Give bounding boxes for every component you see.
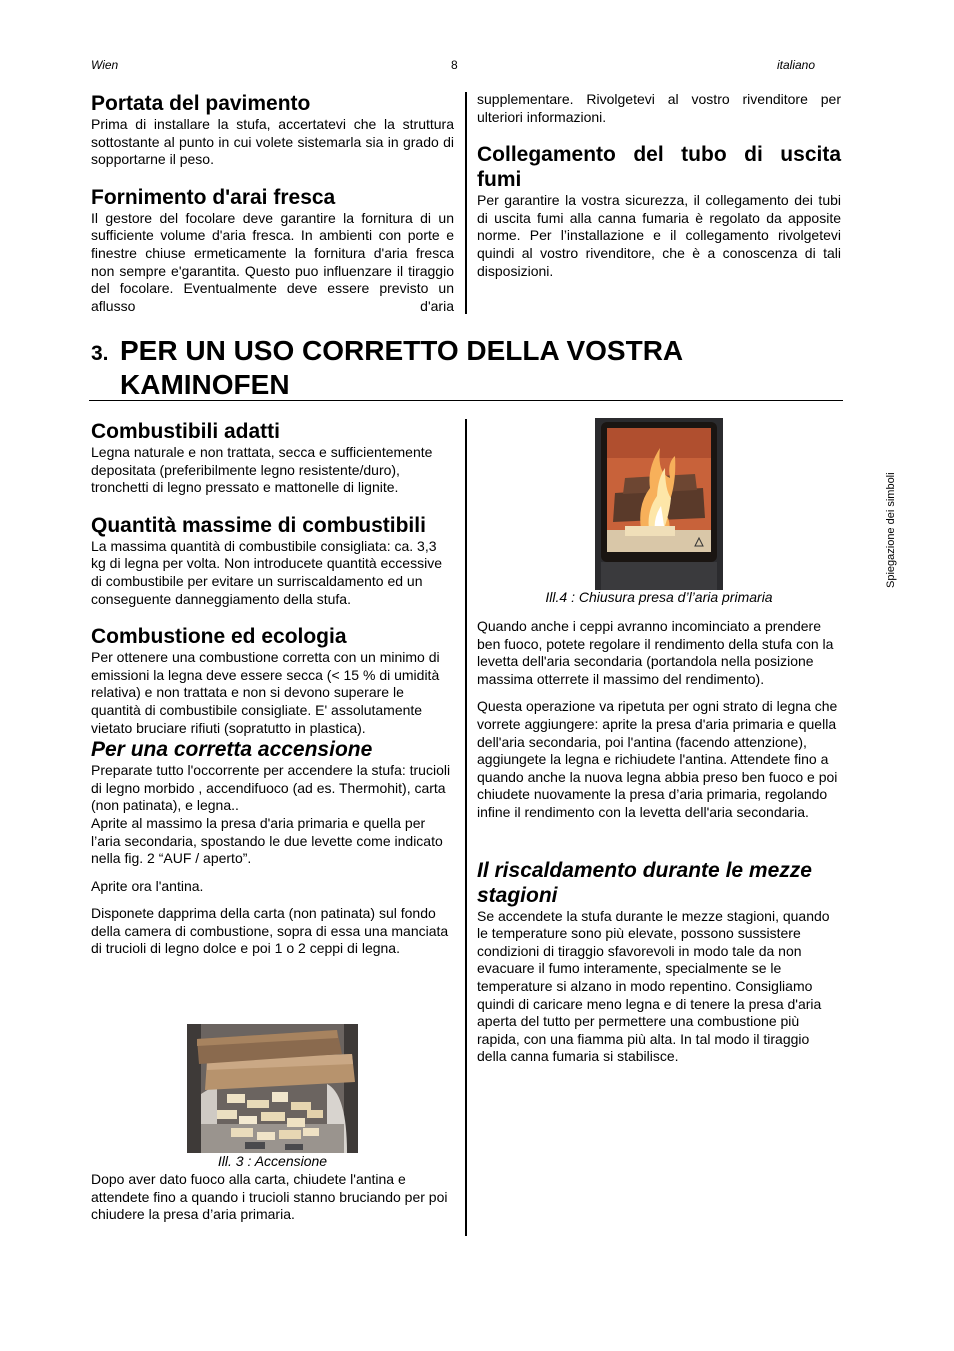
accensione-text-1: Preparate tutto l'occorrente per accendere la stufa: trucioli di legno morbido , accendifuoco (ad es. Thermohit), carta (non patinata), e legna..	[91, 762, 451, 814]
header-right: italiano	[777, 58, 816, 72]
top-left-column	[91, 91, 454, 315]
column-divider-bottom	[465, 419, 467, 1236]
column-divider-top	[465, 92, 467, 314]
right-text-2: Questa operazione va ripetuta per ogni strato di legna che vorrete aggiungere: aprite la presa d'aria primaria e quella dell'aria secondaria, poi l'antina (facendo attenzione), aggiungete la legna e richiudete l'antina. Attendete fino a quando anche la nuova legna abbia preso ben fuoco e poi chiudete nuovamente la presa d’aria primaria, regolando infine il rendimento con la levetta dell'aria secondaria.	[477, 698, 838, 820]
left-column	[91, 419, 455, 958]
left-column-end	[91, 1171, 455, 1224]
continuation-text: supplementare. Rivolgetevi al vostro rivenditore per ulteriori informazioni.	[477, 91, 841, 125]
right-text-1: Quando anche i ceppi avranno incominciato a prendere ben fuoco, potete regolare il rendimento della stufa con la levetta dell'aria secondaria (portandola nella posizione massima otterrete il massimo del rendimento).	[477, 618, 834, 687]
header-left: Wien	[91, 58, 119, 72]
section-text-portata: Prima di installare la stufa, accertatevi che la struttura sottostante al punto in cui volete sistemarla sia in grado di sopportarne il peso.	[91, 116, 454, 168]
section-title-collegamento: Collegamento del tubo di uscita fumi	[477, 143, 841, 192]
top-right-column	[477, 91, 841, 280]
figure-3-image	[187, 1024, 358, 1153]
accensione-text-2: Aprite al massimo la presa d'aria primaria e quella per l’aria secondaria, spostando le due levette come indicato nella fig. 2 “AUF / aperto”.	[91, 814, 443, 867]
section-text-quantita: La massima quantità di combustibile consigliata: ca. 3,3 kg di legna per volta. Non introducete quantità eccessive di combustibile per evitare un surriscaldamento ed un conseguente danneggiamento della stufa.	[91, 537, 442, 607]
section-text-combustione: Per ottenere una combustione corretta con un minimo di emissioni la legna deve essere secca (< 15 % di umidità relativa) e non trattata e non si devono superare le quantità di combustibile consigliate. E' assolutamente vietato bruciare rifiuti (sopratutto in plastica).	[91, 649, 440, 736]
fire-illustration	[595, 418, 723, 590]
accensione-text-5: Dopo aver dato fuoco alla carta, chiudete l'antina e attendete fino a quando i trucioli stanno bruciando per poi chiudere la presa d’aria primaria.	[91, 1171, 448, 1223]
accensione-text-3: Aprite ora l'antina.	[91, 877, 204, 894]
section-text-collegamento: Per garantire la vostra sicurezza, il collegamento dei tubi di uscita fumi alla canna fumaria è regolato da apposite norme. Per l’installazione e il collegamento rivolgetevi quindi al vostro rivenditore, che è a conoscenza di tali disposizioni.	[477, 192, 841, 279]
section-title-combustione: Combustione ed ecologia	[91, 625, 347, 649]
figure-3-caption: Ill. 3 : Accensione	[217, 1153, 328, 1169]
figure-4-image	[595, 418, 723, 590]
section-text-fornimento: Il gestore del focolare deve garantire la fornitura di un sufficiente volume d'aria fresca. In ambienti con porte e finestre chiuse ermeticamente la fornitura d'aria fresca non sempre e'garantita. Questo puo influenzare il tiraggio del focolare. Eventualmente deve essere previsto un aflusso d'aria	[91, 209, 454, 314]
chapter-rule	[89, 400, 843, 401]
page-number: 8	[451, 58, 458, 72]
section-title-portata: Portata del pavimento	[91, 92, 311, 115]
chapter-title-line1: PER UN USO CORRETTO DELLA VOSTRA	[120, 335, 684, 366]
section-text-combustibili: Legna naturale e non trattata, secca e sufficientemente depositata (preferibilmente legno resistente/duro), tronchetti di legno pressato e mattonelle di lignite.	[91, 444, 433, 496]
wood-stack-illustration	[187, 1024, 358, 1153]
accensione-text-4: Disponete dapprima della carta (non patinata) sul fondo della camera di combustione, sopra di essa una manciata di trucioli di legno dolce e poi 1 o 2 ceppi di legna.	[91, 905, 449, 957]
side-label: Spiegazione dei simboli	[885, 472, 897, 588]
section-title-quantita: Quantità massime di combustibili	[91, 513, 426, 537]
section-title-fornimento: Fornimento d'arai fresca	[91, 185, 336, 209]
figure-4-caption: Ill.4 : Chiusura presa d’l’aria primaria	[545, 589, 773, 605]
section-title-combustibili: Combustibili adatti	[91, 420, 280, 443]
section-title-riscaldamento: Il riscaldamento durante le mezze stagioni	[477, 858, 812, 907]
chapter-number: 3.	[91, 342, 109, 365]
section-title-accensione: Per una corretta accensione	[91, 738, 373, 762]
chapter-title-line2: KAMINOFEN	[120, 369, 290, 400]
chapter-title	[120, 334, 820, 402]
right-column	[477, 618, 841, 1066]
section-text-riscaldamento: Se accendete la stufa durante le mezze stagioni, quando le temperature sono più elevate, possono sussistere condizioni di tiraggio sfavorevoli in modo tale da non evacuare il fumo interamente, specialmente se le temperature si alzano in modo repentino. Consigliamo quindi di caricare meno legna e di tenere la presa d'aria aperta del tutto per permettere una combustione più rapida, con una fiamma più alta. In tal modo il tiraggio della canna fumaria si stabilisce.	[477, 907, 830, 1065]
